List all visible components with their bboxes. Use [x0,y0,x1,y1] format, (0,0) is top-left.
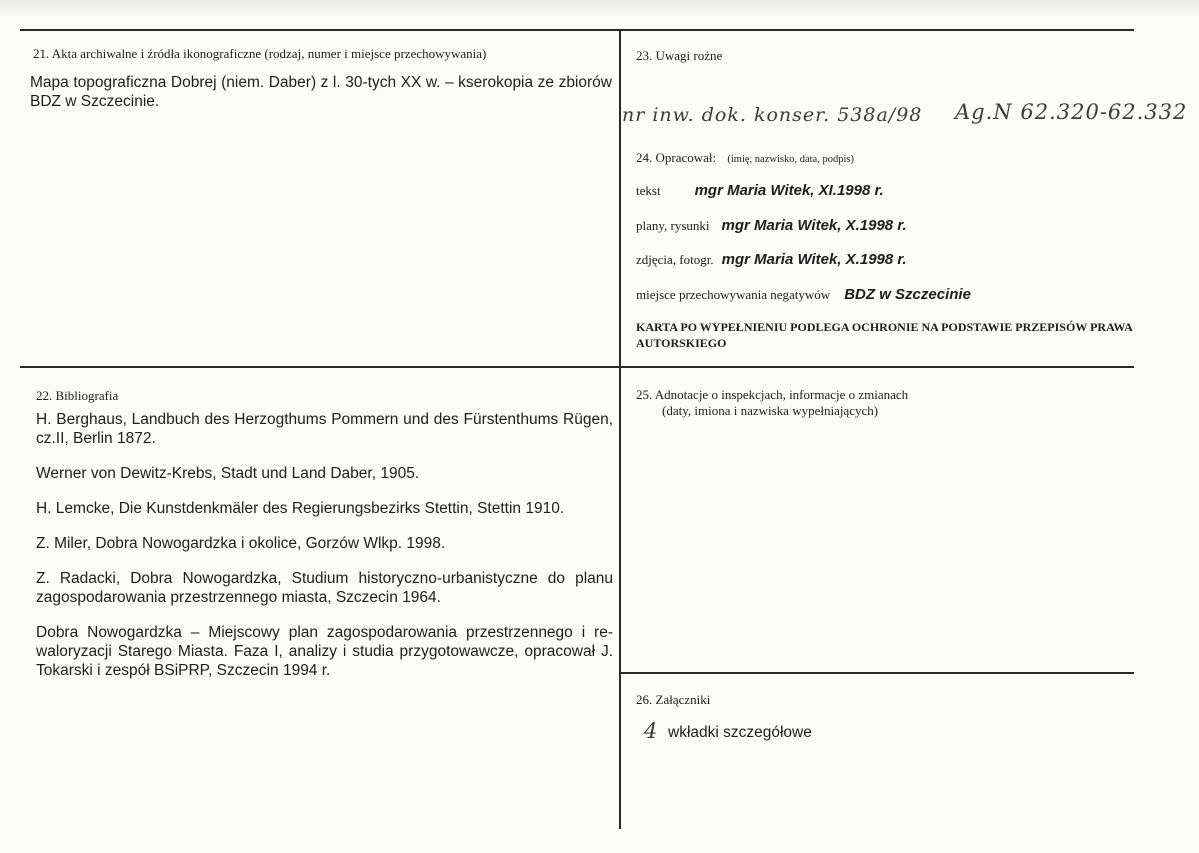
scan-top-edge [0,0,1199,18]
s26-divider [620,672,1134,674]
row-value-zdjecia: mgr Maria Witek, X.1998 r. [721,251,907,268]
s24-label-main: 24. Opracował: [636,150,717,165]
bibliography-item: Werner von Dewitz-Krebs, Stadt und Land Daber, 1905. [36,465,420,482]
copyright-notice: KARTA PO WYPEŁNIENIU PODLEGA OCHRONIE NA PODSTAWIE PRZEPISÓW PRAWA AUTORSKIEGO [636,320,1133,350]
row-label-negatywy: miejsce przechowywania negatywów [636,287,831,302]
bibliography-item: H. Lemcke, Die Kunstdenkmäler des Regierungsbezirks Stettin, Stettin 1910. [36,500,565,517]
bibliography-item: Z. Miler, Dobra Nowogardzka i okolice, Gorzów Wlkp. 1998. [36,535,446,552]
top-border [20,29,1134,31]
handwritten-register-number: Ag.N 62.320-62.332 [955,100,1188,124]
row-label-plany: plany, rysunki [636,218,710,233]
middle-border [20,366,1134,368]
s23-label: 23. Uwagi rożne [636,48,723,63]
s24-row-text [636,182,884,199]
bibliography-item: Dobra Nowogardzka – Miejscowy plan zagospodarowania przestrzennego i re-waloryzacji Starego Miasta. Faza I, analizy i studia przygotowawcze, opracował J. Tokarski i zespół BSiPRP, Szczecin 1994 r. [36,624,613,679]
row-value-plany: mgr Maria Witek, X.1998 r. [721,217,907,234]
s21-text: Mapa topograficzna Dobrej (niem. Daber) z l. 30-tych XX w. – kserokopia ze zbiorów BDZ w Szczecinie. [30,74,612,110]
s22-label: 22. Bibliografia [36,388,119,403]
row-value-negatywy: BDZ w Szczecinie [844,286,971,303]
s24-row-plans [636,217,907,234]
s25-label [636,387,908,419]
attachment-count-handwritten: 4 [644,719,658,743]
row-label-tekst: tekst [636,183,661,198]
bibliography-item: H. Berghaus, Landbuch des Herzogthums Pommern und des Fürstenthums Rügen, cz.II, Berlin 1872. [36,411,613,447]
s24-label-small: (imię, nazwisko, data, podpis) [727,154,854,165]
s21-label: 21. Akta archiwalne i źródła ikonograficzne (rodzaj, numer i miejsce przechowywania) [33,46,487,61]
column-divider [619,29,621,829]
handwritten-inventory-note: nr inw. dok. konser. 538a/98 [622,104,923,126]
row-value-tekst: mgr Maria Witek, XI.1998 r. [694,182,884,199]
s24-label [636,150,854,168]
s25-label-line2: (daty, imiona i nazwiska wypełniających) [662,403,879,418]
bibliography-item: Z. Radacki, Dobra Nowogardzka, Studium historyczno-urbanistyczne do planu zagospodarowania przestrzennego miasta, Szczecin 1964. [36,570,613,606]
s24-row-photos [636,251,907,268]
bibliography-list [36,410,613,696]
s26-label: 26. Załączniki [636,692,711,707]
row-label-zdjecia: zdjęcia, fotogr. [636,252,714,267]
s24-row-negatives [636,286,971,303]
attachment-text: wkładki szczegółowe [668,724,812,741]
s25-label-line1: 25. Adnotacje o inspekcjach, informacje o zmianach [636,387,909,402]
